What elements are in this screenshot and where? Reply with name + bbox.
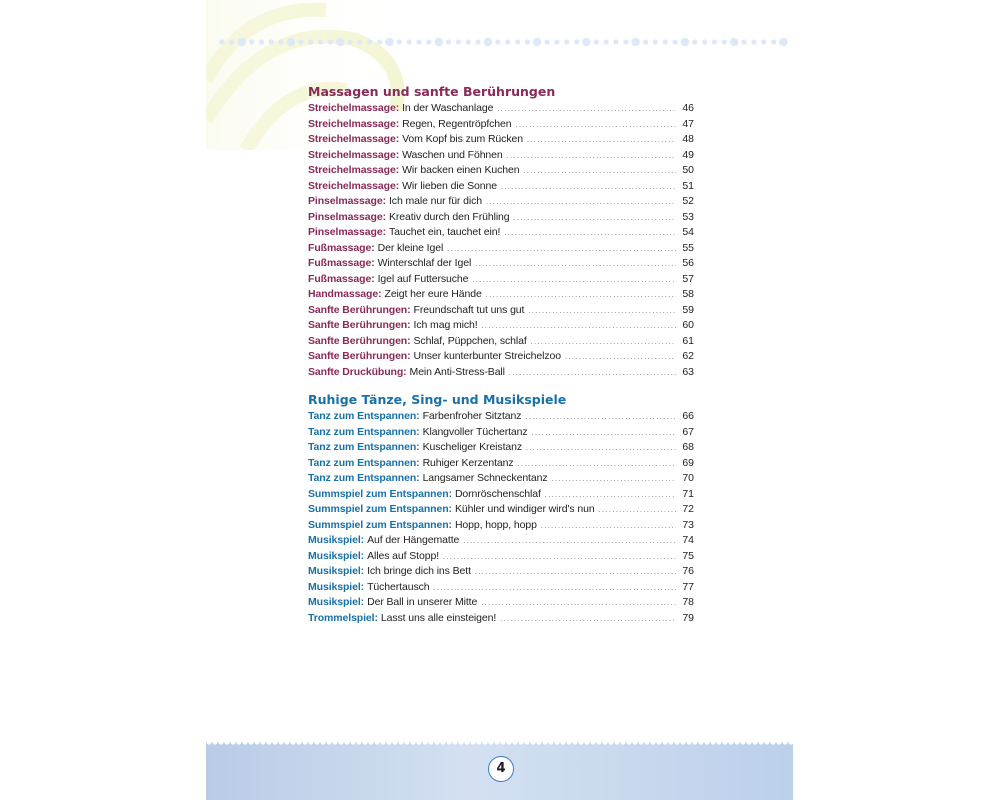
entry-title: Kuscheliger Kreistanz bbox=[422, 441, 523, 453]
entry-page-number: 62 bbox=[682, 350, 694, 362]
entry-page-number: 57 bbox=[682, 272, 694, 285]
entry-page-number: 63 bbox=[682, 365, 694, 378]
entry-category: Handmassage: bbox=[308, 288, 382, 300]
toc-entry[interactable] bbox=[308, 518, 694, 534]
toc-entry[interactable] bbox=[308, 210, 694, 226]
entry-page-number: 48 bbox=[682, 133, 694, 145]
toc-entry[interactable] bbox=[308, 365, 694, 381]
entry-page-number: 46 bbox=[682, 102, 694, 114]
dot-leader bbox=[523, 164, 676, 180]
entry-title: Auf der Hängematte bbox=[367, 534, 460, 546]
entry-category: Sanfte Berührungen: bbox=[308, 334, 411, 347]
toc-entry[interactable] bbox=[308, 456, 694, 472]
entry-title: Der kleine Igel bbox=[377, 241, 444, 254]
toc-entry[interactable] bbox=[308, 595, 694, 611]
toc-entry[interactable] bbox=[308, 580, 694, 596]
dot-leader bbox=[527, 133, 676, 149]
toc-entry[interactable] bbox=[308, 611, 694, 627]
entry-page-number: 59 bbox=[682, 303, 694, 316]
entry-category: Musikspiel: bbox=[308, 565, 365, 577]
dot-leader bbox=[514, 211, 677, 227]
entry-page-number: 74 bbox=[682, 534, 694, 546]
entry-page-number: 53 bbox=[682, 210, 694, 223]
entry-page-number: 78 bbox=[682, 596, 694, 608]
entry-title: Der Ball in unserer Mitte bbox=[367, 596, 478, 608]
dot-leader bbox=[545, 488, 677, 504]
entry-title: Hopp, hopp, hopp bbox=[454, 518, 537, 531]
dot-leader bbox=[526, 441, 676, 457]
entry-title: Ruhiger Kerzentanz bbox=[422, 456, 514, 469]
entry-page-number: 67 bbox=[682, 425, 694, 438]
dot-leader bbox=[482, 319, 677, 335]
toc-entry[interactable] bbox=[308, 117, 694, 133]
toc-entry[interactable] bbox=[308, 287, 694, 303]
entry-title: Ich mag mich! bbox=[413, 319, 478, 331]
dot-leader bbox=[472, 273, 676, 289]
entry-title: Waschen und Föhnen bbox=[402, 148, 503, 161]
entry-category: Musikspiel: bbox=[308, 596, 365, 608]
entry-page-number: 79 bbox=[682, 611, 694, 624]
entry-category: Tanz zum Entspannen: bbox=[308, 472, 420, 484]
toc-entry[interactable] bbox=[308, 533, 694, 549]
entry-category: Musikspiel: bbox=[308, 549, 365, 562]
entry-category: Summspiel zum Entspannen: bbox=[308, 518, 452, 531]
dot-leader bbox=[532, 426, 677, 442]
entry-page-number: 60 bbox=[682, 319, 694, 331]
entry-page-number: 66 bbox=[682, 410, 694, 422]
dot-leader bbox=[486, 288, 677, 304]
dot-leader bbox=[447, 242, 676, 258]
toc-entry[interactable] bbox=[308, 132, 694, 148]
entry-category: Pinselmassage: bbox=[308, 210, 386, 223]
book-page bbox=[206, 0, 793, 800]
toc-entry[interactable] bbox=[308, 303, 694, 319]
entry-page-number: 73 bbox=[682, 518, 694, 531]
entry-page-number: 76 bbox=[682, 565, 694, 577]
entry-title: In der Waschanlage bbox=[402, 102, 494, 114]
dot-leader bbox=[475, 565, 676, 581]
toc-entry[interactable] bbox=[308, 334, 694, 350]
entry-page-number: 69 bbox=[682, 456, 694, 469]
section-title: Ruhige Tänze, Sing- und Musikspiele bbox=[308, 392, 567, 407]
dot-leader bbox=[434, 581, 677, 597]
entry-page-number: 58 bbox=[682, 288, 694, 300]
dot-leader bbox=[599, 503, 677, 519]
entry-page-number: 50 bbox=[682, 164, 694, 176]
entry-title: Regen, Regentröpfchen bbox=[402, 117, 512, 130]
entry-category: Streichelmassage: bbox=[308, 179, 400, 192]
entry-category: Streichelmassage: bbox=[308, 133, 400, 145]
toc-entry[interactable] bbox=[308, 471, 694, 487]
toc-section bbox=[308, 84, 694, 380]
entry-page-number: 70 bbox=[682, 472, 694, 484]
dot-leader bbox=[500, 612, 676, 628]
entry-page-number: 56 bbox=[682, 257, 694, 269]
page-footer bbox=[206, 742, 793, 800]
toc-entry[interactable] bbox=[308, 487, 694, 503]
dot-leader bbox=[501, 180, 676, 196]
toc-entry[interactable] bbox=[308, 425, 694, 441]
entry-title: Unser kunterbunter Streichelzoo bbox=[413, 350, 562, 362]
toc-entry[interactable] bbox=[308, 148, 694, 164]
dot-leader bbox=[541, 519, 676, 535]
entry-title: Alles auf Stopp! bbox=[367, 549, 440, 562]
entry-category: Fußmassage: bbox=[308, 257, 375, 269]
entry-page-number: 54 bbox=[682, 226, 694, 238]
entry-title: Ich male nur für dich bbox=[388, 195, 483, 207]
entry-category: Streichelmassage: bbox=[308, 164, 400, 176]
page-number: 4 bbox=[488, 756, 514, 782]
entry-title: Tüchertausch bbox=[367, 580, 430, 593]
entry-title: Mein Anti-Stress-Ball bbox=[409, 365, 505, 378]
dot-leader bbox=[463, 534, 676, 550]
entry-category: Musikspiel: bbox=[308, 534, 365, 546]
dot-leader bbox=[475, 257, 676, 273]
dot-leader bbox=[525, 410, 676, 426]
toc-entry[interactable] bbox=[308, 194, 694, 210]
toc-entry[interactable] bbox=[308, 440, 694, 456]
entry-category: Tanz zum Entspannen: bbox=[308, 456, 420, 469]
dot-leader bbox=[497, 102, 676, 118]
entry-page-number: 49 bbox=[682, 148, 694, 161]
dot-leader bbox=[486, 195, 676, 211]
dot-leader bbox=[565, 350, 676, 366]
entry-title: Ich bringe dich ins Bett bbox=[367, 565, 471, 577]
entry-category: Streichelmassage: bbox=[308, 148, 400, 161]
toc-entry[interactable] bbox=[308, 318, 694, 334]
entry-page-number: 61 bbox=[682, 334, 694, 347]
entry-title: Lasst uns alle einsteigen! bbox=[380, 611, 497, 624]
toc-entry[interactable] bbox=[308, 549, 694, 565]
entry-category: Summspiel zum Entspannen: bbox=[308, 487, 452, 500]
entry-page-number: 77 bbox=[682, 580, 694, 593]
entry-category: Tanz zum Entspannen: bbox=[308, 441, 420, 453]
entry-title: Igel auf Futtersuche bbox=[377, 272, 469, 285]
toc-entry[interactable] bbox=[308, 272, 694, 288]
toc-entry[interactable] bbox=[308, 564, 694, 580]
entry-page-number: 52 bbox=[682, 195, 694, 207]
entry-title: Farbenfroher Sitztanz bbox=[422, 410, 522, 422]
entry-category: Fußmassage: bbox=[308, 272, 375, 285]
entry-category: Sanfte Berührungen: bbox=[308, 303, 411, 316]
dot-leader bbox=[552, 472, 677, 488]
entry-category: Tanz zum Entspannen: bbox=[308, 425, 420, 438]
entry-category: Tanz zum Entspannen: bbox=[308, 410, 420, 422]
entry-category: Musikspiel: bbox=[308, 580, 365, 593]
dot-leader bbox=[516, 118, 677, 134]
entry-title: Klangvoller Tüchertanz bbox=[422, 425, 528, 438]
dot-leader bbox=[528, 304, 676, 320]
toc-section bbox=[308, 392, 694, 626]
toc-entry[interactable] bbox=[308, 179, 694, 195]
entry-page-number: 75 bbox=[682, 549, 694, 562]
entry-title: Tauchet ein, tauchet ein! bbox=[388, 226, 501, 238]
toc-entry[interactable] bbox=[308, 409, 694, 425]
entry-page-number: 68 bbox=[682, 441, 694, 453]
dot-leader bbox=[531, 335, 677, 351]
toc-entry[interactable] bbox=[308, 502, 694, 518]
dot-leader bbox=[443, 550, 676, 566]
entry-page-number: 47 bbox=[682, 117, 694, 130]
entry-category: Sanfte Berührungen: bbox=[308, 319, 411, 331]
entry-title: Freundschaft tut uns gut bbox=[413, 303, 525, 316]
entry-page-number: 71 bbox=[682, 487, 694, 500]
entry-title: Zeigt her eure Hände bbox=[384, 288, 482, 300]
entry-title: Langsamer Schneckentanz bbox=[422, 472, 548, 484]
toc-entry[interactable] bbox=[308, 241, 694, 257]
toc-entry[interactable] bbox=[308, 163, 694, 179]
entry-category: Pinselmassage: bbox=[308, 195, 386, 207]
dot-leader bbox=[509, 366, 676, 382]
entry-title: Wir lieben die Sonne bbox=[402, 179, 497, 192]
scalloped-edge-decoration bbox=[206, 740, 793, 748]
entry-title: Dornröschenschlaf bbox=[454, 487, 541, 500]
dotted-border-decoration bbox=[216, 35, 791, 49]
entry-category: Sanfte Druckübung: bbox=[308, 365, 407, 378]
entry-category: Fußmassage: bbox=[308, 241, 375, 254]
entry-page-number: 72 bbox=[682, 503, 694, 515]
entry-title: Winterschlaf der Igel bbox=[377, 257, 472, 269]
entry-title: Vom Kopf bis zum Rücken bbox=[402, 133, 523, 145]
entry-category: Streichelmassage: bbox=[308, 102, 400, 114]
entry-category: Summspiel zum Entspannen: bbox=[308, 503, 452, 515]
entry-category: Sanfte Berührungen: bbox=[308, 350, 411, 362]
toc-entry[interactable] bbox=[308, 101, 694, 117]
table-of-contents bbox=[308, 84, 694, 626]
entry-category: Trommelspiel: bbox=[308, 611, 378, 624]
toc-entry[interactable] bbox=[308, 349, 694, 365]
entry-title: Kreativ durch den Frühling bbox=[388, 210, 510, 223]
entry-page-number: 55 bbox=[682, 241, 694, 254]
dot-leader bbox=[481, 596, 676, 612]
entry-title: Kühler und windiger wird's nun bbox=[454, 503, 595, 515]
dot-leader bbox=[504, 226, 676, 242]
entry-title: Schlaf, Püppchen, schlaf bbox=[413, 334, 527, 347]
entry-page-number: 51 bbox=[682, 179, 694, 192]
toc-entry[interactable] bbox=[308, 225, 694, 241]
section-title: Massagen und sanfte Berührungen bbox=[308, 84, 556, 99]
entry-category: Pinselmassage: bbox=[308, 226, 386, 238]
toc-entry[interactable] bbox=[308, 256, 694, 272]
dot-leader bbox=[518, 457, 677, 473]
entry-category: Streichelmassage: bbox=[308, 117, 400, 130]
dot-leader bbox=[507, 149, 677, 165]
entry-title: Wir backen einen Kuchen bbox=[402, 164, 520, 176]
